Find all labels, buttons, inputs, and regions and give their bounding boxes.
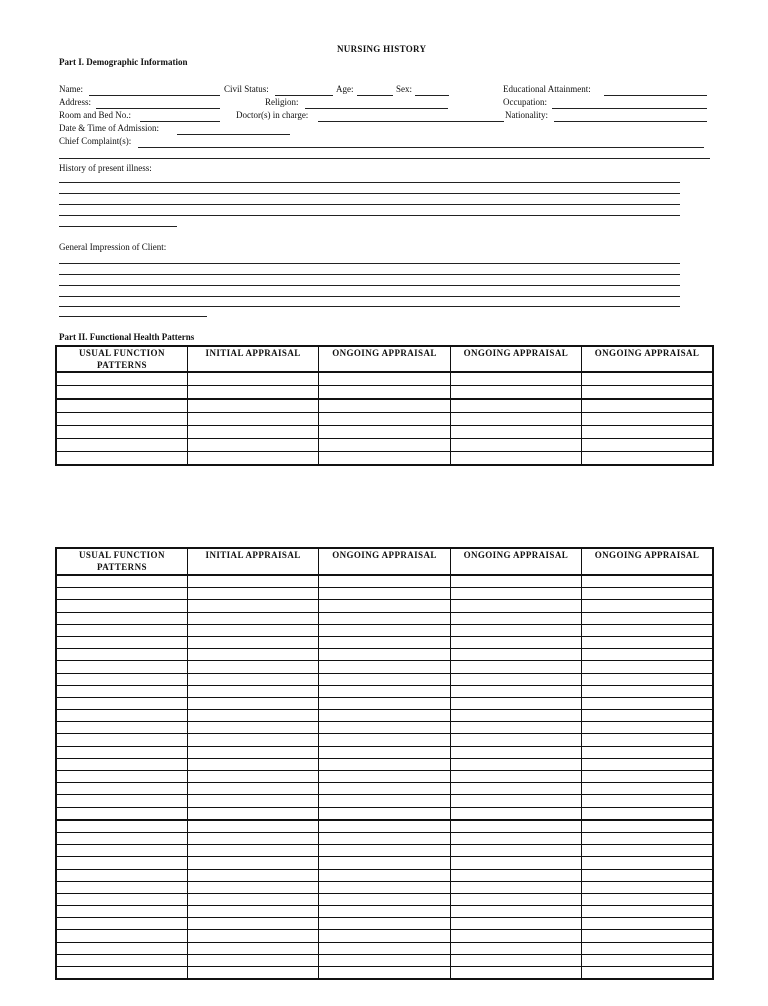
table-cell[interactable]: [187, 807, 318, 820]
table-cell[interactable]: [56, 612, 187, 624]
address-label: Address:: [59, 97, 91, 107]
table-row: [56, 930, 713, 942]
table-cell[interactable]: [187, 857, 318, 869]
table-row: [56, 820, 713, 833]
religion-label: Religion:: [265, 97, 299, 107]
table-row: [56, 807, 713, 820]
table-cell[interactable]: [582, 697, 713, 709]
table-cell[interactable]: [582, 820, 713, 833]
page-title: NURSING HISTORY: [337, 44, 427, 54]
table-row: [56, 722, 713, 734]
table-cell[interactable]: [582, 661, 713, 673]
table-cell[interactable]: [582, 710, 713, 722]
table-cell[interactable]: [450, 624, 581, 636]
table-cell[interactable]: [319, 893, 450, 905]
history-line[interactable]: [59, 204, 680, 205]
occupation-label: Occupation:: [503, 97, 547, 107]
table-cell[interactable]: [450, 710, 581, 722]
table-cell[interactable]: [319, 624, 450, 636]
table-cell[interactable]: [319, 649, 450, 661]
table-cell[interactable]: [582, 845, 713, 857]
table-cell[interactable]: [450, 954, 581, 966]
table-cell[interactable]: [187, 673, 318, 685]
impression-line[interactable]: [59, 316, 207, 317]
table-cell[interactable]: [319, 857, 450, 869]
table-cell[interactable]: [187, 881, 318, 893]
header-usual-function-patterns: USUAL FUNCTION PATTERNS: [56, 548, 187, 575]
name-label: Name:: [59, 84, 83, 94]
table-cell[interactable]: [56, 722, 187, 734]
table-cell[interactable]: [319, 673, 450, 685]
table-cell[interactable]: [582, 649, 713, 661]
table-cell[interactable]: [187, 918, 318, 930]
table-cell[interactable]: [319, 918, 450, 930]
table-cell[interactable]: [187, 954, 318, 966]
table-cell[interactable]: [450, 771, 581, 783]
table-row: [56, 624, 713, 636]
impression-line[interactable]: [59, 296, 680, 297]
nationality-field[interactable]: [554, 121, 707, 122]
header-ongoing-appraisal: ONGOING APPRAISAL: [450, 548, 581, 575]
civil-status-label: Civil Status:: [224, 84, 269, 94]
table-cell[interactable]: [319, 734, 450, 746]
table-cell[interactable]: [187, 869, 318, 881]
history-line[interactable]: [59, 182, 680, 183]
table-row: [56, 636, 713, 648]
table-cell[interactable]: [319, 820, 450, 833]
table-cell[interactable]: [56, 710, 187, 722]
address-field[interactable]: [96, 108, 220, 109]
impression-line[interactable]: [59, 285, 680, 286]
table-cell[interactable]: [56, 649, 187, 661]
table-cell[interactable]: [187, 746, 318, 758]
table-cell[interactable]: [187, 575, 318, 588]
age-label: Age:: [336, 84, 354, 94]
functional-patterns-table-2: [55, 547, 714, 980]
table-row: [56, 746, 713, 758]
table-row: [56, 413, 713, 426]
table-cell[interactable]: [187, 783, 318, 795]
table-cell[interactable]: [582, 918, 713, 930]
table-cell[interactable]: [319, 636, 450, 648]
table-cell[interactable]: [187, 661, 318, 673]
table-cell[interactable]: [582, 673, 713, 685]
admission-field[interactable]: [177, 134, 290, 135]
table-cell[interactable]: [450, 661, 581, 673]
table-cell[interactable]: [56, 588, 187, 600]
history-line[interactable]: [59, 215, 680, 216]
table-row: [56, 673, 713, 685]
table-cell[interactable]: [582, 832, 713, 844]
table-cell[interactable]: [56, 600, 187, 612]
table-cell[interactable]: [450, 649, 581, 661]
table-row: [56, 832, 713, 844]
table-cell[interactable]: [319, 612, 450, 624]
table-cell[interactable]: [187, 710, 318, 722]
table-cell[interactable]: [450, 758, 581, 770]
table-cell[interactable]: [450, 783, 581, 795]
table-cell[interactable]: [582, 807, 713, 820]
table-row: [56, 710, 713, 722]
table-cell[interactable]: [56, 930, 187, 942]
table-cell[interactable]: [319, 588, 450, 600]
table-cell[interactable]: [56, 685, 187, 697]
table-cell[interactable]: [319, 906, 450, 918]
table-cell[interactable]: [56, 697, 187, 709]
table-cell[interactable]: [450, 893, 581, 905]
table-cell[interactable]: [450, 673, 581, 685]
table-cell[interactable]: [319, 807, 450, 820]
table-cell[interactable]: [187, 795, 318, 807]
history-line[interactable]: [59, 226, 177, 227]
table-2-body: [56, 575, 713, 979]
table-cell[interactable]: [450, 612, 581, 624]
table-cell[interactable]: [450, 685, 581, 697]
table-row: [56, 893, 713, 905]
table-cell[interactable]: [582, 624, 713, 636]
table-row: [56, 399, 713, 413]
table-row: [56, 869, 713, 881]
table-cell[interactable]: [582, 783, 713, 795]
table-cell[interactable]: [582, 930, 713, 942]
sex-field[interactable]: [415, 95, 449, 96]
table-cell[interactable]: [450, 746, 581, 758]
part1-heading: Part I. Demographic Information: [59, 57, 188, 67]
table-cell[interactable]: [187, 685, 318, 697]
header-ongoing-appraisal: ONGOING APPRAISAL: [450, 346, 581, 372]
table-cell[interactable]: [56, 758, 187, 770]
table-row: [56, 600, 713, 612]
table-cell[interactable]: [319, 685, 450, 697]
table-row: [56, 857, 713, 869]
sex-label: Sex:: [396, 84, 413, 94]
table-row: [56, 452, 713, 466]
table-cell[interactable]: [582, 746, 713, 758]
table-cell[interactable]: [56, 624, 187, 636]
name-field[interactable]: [89, 95, 220, 96]
table-row: [56, 771, 713, 783]
table-cell[interactable]: [450, 930, 581, 942]
table-cell[interactable]: [319, 832, 450, 844]
table-row: [56, 612, 713, 624]
table-cell[interactable]: [56, 771, 187, 783]
table-cell[interactable]: [582, 685, 713, 697]
admission-label: Date & Time of Admission:: [59, 123, 160, 133]
table-cell[interactable]: [450, 869, 581, 881]
complaint-field-line-2[interactable]: [59, 158, 710, 159]
table-cell[interactable]: [319, 795, 450, 807]
table-cell[interactable]: [582, 588, 713, 600]
table-cell[interactable]: [56, 881, 187, 893]
room-bed-label: Room and Bed No.:: [59, 110, 131, 120]
table-cell[interactable]: [56, 869, 187, 881]
impression-line[interactable]: [59, 306, 680, 307]
table-row: [56, 697, 713, 709]
table-row: [56, 575, 713, 588]
table-row: [56, 783, 713, 795]
table-cell[interactable]: [450, 857, 581, 869]
occupation-field[interactable]: [552, 108, 707, 109]
header-ongoing-appraisal: ONGOING APPRAISAL: [582, 346, 713, 372]
table-cell[interactable]: [582, 722, 713, 734]
table-cell[interactable]: [56, 893, 187, 905]
table-row: [56, 954, 713, 966]
room-bed-field[interactable]: [140, 121, 220, 122]
functional-patterns-table-1: [55, 345, 714, 466]
table-cell[interactable]: [187, 832, 318, 844]
table-cell[interactable]: [450, 967, 581, 980]
table-cell[interactable]: [582, 758, 713, 770]
table-cell[interactable]: [56, 918, 187, 930]
table-row: [56, 649, 713, 661]
table-cell[interactable]: [319, 758, 450, 770]
nationality-label: Nationality:: [505, 110, 548, 120]
doctor-label: Doctor(s) in charge:: [236, 110, 309, 120]
table-cell[interactable]: [187, 845, 318, 857]
table-cell[interactable]: [582, 893, 713, 905]
table-cell[interactable]: [450, 795, 581, 807]
table-cell[interactable]: [319, 930, 450, 942]
header-ongoing-appraisal: ONGOING APPRAISAL: [319, 548, 450, 575]
table-row: [56, 918, 713, 930]
table-cell[interactable]: [56, 575, 187, 588]
table-cell[interactable]: [582, 600, 713, 612]
table-cell[interactable]: [319, 771, 450, 783]
impression-line[interactable]: [59, 263, 680, 264]
table-row: [56, 661, 713, 673]
table-cell[interactable]: [582, 881, 713, 893]
doctor-field[interactable]: [318, 121, 504, 122]
table-row: [56, 685, 713, 697]
header-ongoing-appraisal: ONGOING APPRAISAL: [582, 548, 713, 575]
table-cell[interactable]: [187, 722, 318, 734]
table-cell[interactable]: [450, 722, 581, 734]
table-cell[interactable]: [187, 600, 318, 612]
table-cell[interactable]: [582, 954, 713, 966]
education-field[interactable]: [604, 95, 707, 96]
table-cell[interactable]: [56, 820, 187, 833]
header-ongoing-appraisal: ONGOING APPRAISAL: [319, 346, 450, 372]
table-cell[interactable]: [56, 795, 187, 807]
table-cell[interactable]: [187, 636, 318, 648]
history-line[interactable]: [59, 193, 680, 194]
table-cell[interactable]: [319, 575, 450, 588]
table-cell[interactable]: [319, 697, 450, 709]
table-cell[interactable]: [319, 954, 450, 966]
table-cell[interactable]: [319, 746, 450, 758]
table-cell[interactable]: [450, 734, 581, 746]
table-cell[interactable]: [319, 600, 450, 612]
table-cell[interactable]: [187, 771, 318, 783]
age-field[interactable]: [357, 95, 393, 96]
part2-heading: Part II. Functional Health Patterns: [59, 332, 195, 342]
table-cell[interactable]: [450, 636, 581, 648]
table-row: [56, 386, 713, 400]
table-cell[interactable]: [582, 612, 713, 624]
impression-label: General Impression of Client:: [59, 242, 167, 252]
table-row: [56, 426, 713, 439]
table-cell[interactable]: [56, 967, 187, 980]
table-cell[interactable]: [450, 942, 581, 954]
table-cell[interactable]: [319, 845, 450, 857]
table-cell[interactable]: [187, 758, 318, 770]
table-cell[interactable]: [582, 636, 713, 648]
table-cell[interactable]: [187, 588, 318, 600]
table-cell[interactable]: [319, 710, 450, 722]
header-initial-appraisal: INITIAL APPRAISAL: [187, 346, 318, 372]
header-usual-function-patterns: USUAL FUNCTION PATTERNS: [56, 346, 187, 372]
table-cell[interactable]: [582, 869, 713, 881]
table-cell[interactable]: [319, 942, 450, 954]
table-cell[interactable]: [56, 636, 187, 648]
table-cell[interactable]: [56, 857, 187, 869]
table-cell[interactable]: [56, 746, 187, 758]
table-cell[interactable]: [56, 942, 187, 954]
table-cell[interactable]: [187, 697, 318, 709]
table-cell[interactable]: [319, 881, 450, 893]
complaint-field[interactable]: [138, 147, 704, 148]
table-cell[interactable]: [450, 820, 581, 833]
table-cell[interactable]: [450, 906, 581, 918]
table-cell[interactable]: [582, 771, 713, 783]
table-cell[interactable]: [319, 967, 450, 980]
table-cell[interactable]: [187, 942, 318, 954]
education-label: Educational Attainment:: [503, 84, 591, 94]
table-cell[interactable]: [450, 575, 581, 588]
table-row: [56, 967, 713, 980]
table-cell[interactable]: [187, 820, 318, 833]
table-cell[interactable]: [582, 906, 713, 918]
table-cell[interactable]: [187, 967, 318, 980]
table-cell[interactable]: [187, 734, 318, 746]
table-cell[interactable]: [450, 600, 581, 612]
table-row: [56, 372, 713, 386]
table-cell[interactable]: [450, 918, 581, 930]
table-cell[interactable]: [319, 783, 450, 795]
impression-line[interactable]: [59, 274, 680, 275]
table-cell[interactable]: [56, 845, 187, 857]
civil-status-field[interactable]: [275, 95, 333, 96]
table-1-body: [56, 372, 713, 465]
table-cell[interactable]: [319, 869, 450, 881]
table-cell[interactable]: [450, 807, 581, 820]
table-cell[interactable]: [187, 649, 318, 661]
table-cell[interactable]: [187, 930, 318, 942]
complaint-label: Chief Complaint(s):: [59, 136, 132, 146]
table-cell[interactable]: [450, 845, 581, 857]
table-cell[interactable]: [582, 734, 713, 746]
table-row: [56, 845, 713, 857]
table-cell[interactable]: [187, 893, 318, 905]
table-cell[interactable]: [319, 722, 450, 734]
table-cell[interactable]: [319, 661, 450, 673]
table-row: [56, 795, 713, 807]
table-cell[interactable]: [56, 661, 187, 673]
table-row: [56, 734, 713, 746]
table-cell[interactable]: [582, 575, 713, 588]
table-row: [56, 758, 713, 770]
table-row: [56, 439, 713, 452]
table-cell[interactable]: [56, 807, 187, 820]
table-cell[interactable]: [56, 734, 187, 746]
table-row: [56, 881, 713, 893]
table-cell[interactable]: [450, 588, 581, 600]
table-cell[interactable]: [56, 783, 187, 795]
table-cell[interactable]: [582, 942, 713, 954]
table-cell[interactable]: [56, 954, 187, 966]
table-cell[interactable]: [450, 832, 581, 844]
table-cell[interactable]: [187, 906, 318, 918]
table-cell[interactable]: [582, 795, 713, 807]
table-row: [56, 906, 713, 918]
table-cell[interactable]: [56, 673, 187, 685]
table-cell[interactable]: [56, 906, 187, 918]
history-label: History of present illness:: [59, 163, 152, 173]
table-cell[interactable]: [187, 612, 318, 624]
table-row: [56, 942, 713, 954]
religion-field[interactable]: [305, 108, 448, 109]
table-cell[interactable]: [582, 967, 713, 980]
table-cell[interactable]: [582, 857, 713, 869]
table-cell[interactable]: [56, 832, 187, 844]
table-cell[interactable]: [450, 697, 581, 709]
table-row: [56, 588, 713, 600]
table-cell[interactable]: [187, 624, 318, 636]
header-initial-appraisal: INITIAL APPRAISAL: [187, 548, 318, 575]
table-cell[interactable]: [450, 881, 581, 893]
